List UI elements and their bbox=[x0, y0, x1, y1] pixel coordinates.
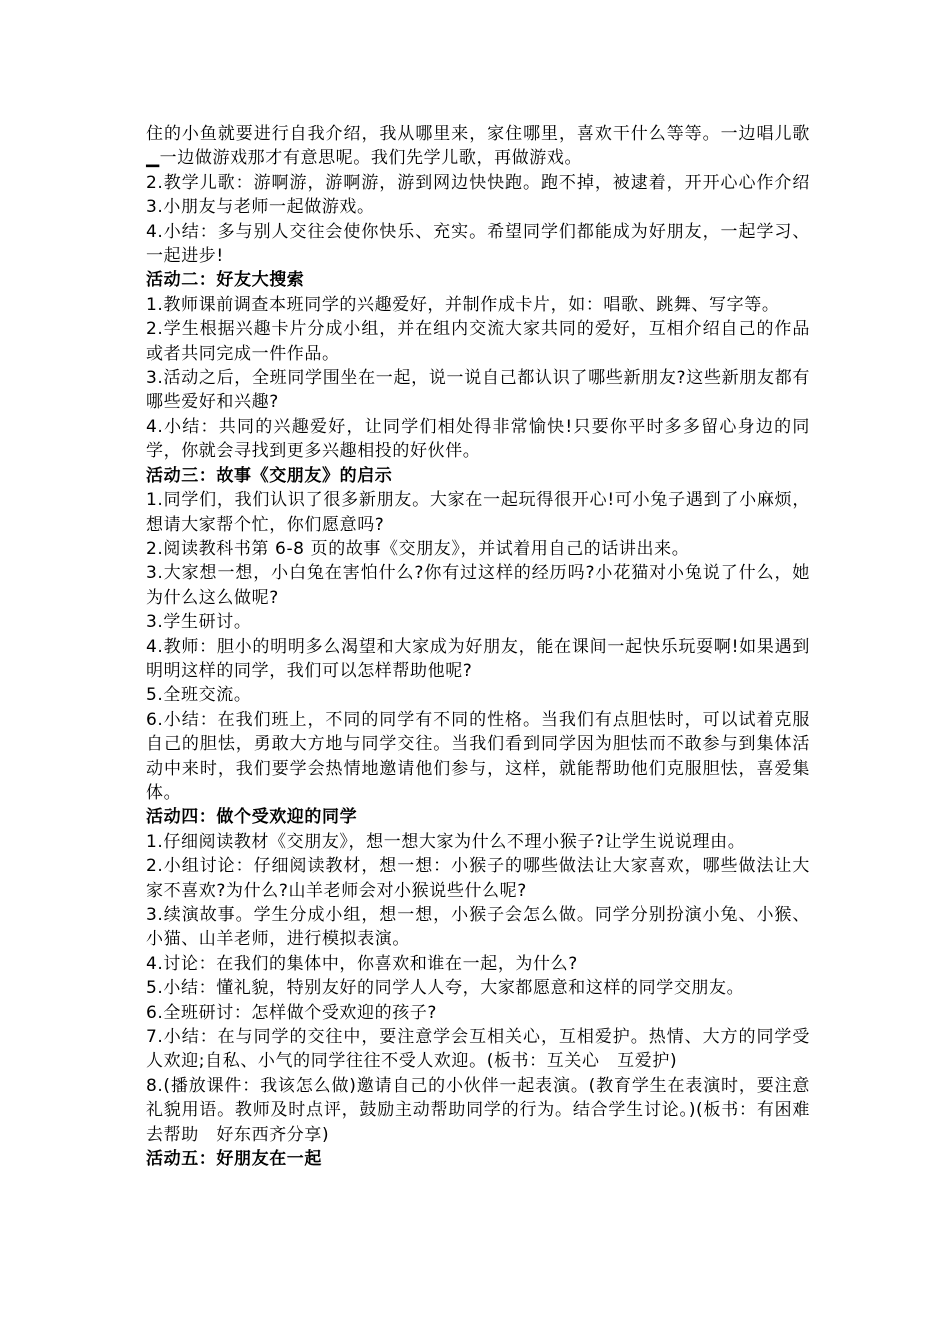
paragraph: 1.同学们，我们认识了很多新朋友。大家在一起玩得很开心!可小兔子遇到了小麻烦，想请大家帮个忙，你们愿意吗? bbox=[146, 490, 810, 535]
paragraph: 5.全班交流。 bbox=[146, 685, 252, 706]
paragraph: 4.小结：共同的兴趣爱好，让同学们相处得非常愉快!只要你平时多多留心身边的同学，你就会寻找到更多兴趣相投的好伙伴。 bbox=[146, 416, 810, 462]
section-heading: 活动二：好友大搜索 bbox=[146, 270, 305, 291]
paragraph: 3.续演故事。学生分成小组，想一想，小猴子会怎么做。同学分别扮演小兔、小猴、小猫、山羊老师，进行模拟表演。 bbox=[146, 905, 810, 950]
section-heading: 活动五：好朋友在一起 bbox=[146, 1149, 322, 1170]
paragraph: 住的小鱼就要进行自我介绍，我从哪里来，家住哪里，喜欢干什么等等。一边唱儿歌▁一边做游戏那才有意思呢。我们先学儿歌，再做游戏。 bbox=[146, 124, 810, 169]
paragraph: 8.(播放课件：我该怎么做)邀请自己的小伙伴一起表演。(教育学生在表演时，要注意礼貌用语。教师及时点评，鼓励主动帮助同学的行为。结合学生讨论。)(板书：有困难去帮助 好东西齐分享) bbox=[146, 1075, 810, 1145]
paragraph: 2.阅读教科书第 6-8 页的故事《交朋友》，并试着用自己的话讲出来。 bbox=[146, 538, 690, 559]
paragraph: 5.小结：懂礼貌，特别友好的同学人人夸，大家都愿意和这样的同学交朋友。 bbox=[146, 978, 745, 999]
document-body bbox=[146, 122, 810, 1171]
paragraph: 4.小结：多与别人交往会使你快乐、充实。希望同学们都能成为好朋友，一起学习、一起进步! bbox=[146, 221, 810, 267]
paragraph: 1.教师课前调查本班同学的兴趣爱好，并制作成卡片，如：唱歌、跳舞、写字等。 bbox=[146, 294, 780, 315]
paragraph: 3.大家想一想，小白兔在害怕什么?你有过这样的经历吗?小花猫对小兔说了什么，她为什么这么做呢? bbox=[146, 563, 810, 608]
paragraph: 4.讨论：在我们的集体中，你喜欢和谁在一起，为什么? bbox=[146, 953, 578, 974]
paragraph: 6.全班研讨：怎样做个受欢迎的孩子? bbox=[146, 1002, 438, 1023]
paragraph: 3.学生研讨。 bbox=[146, 612, 252, 633]
section-heading: 活动四：做个受欢迎的同学 bbox=[146, 807, 358, 828]
section-heading: 活动三：故事《交朋友》的启示 bbox=[146, 465, 393, 486]
paragraph: 4.教师：胆小的明明多么渴望和大家成为好朋友，能在课间一起快乐玩耍啊!如果遇到明明这样的同学，我们可以怎样帮助他呢? bbox=[146, 636, 810, 681]
paragraph: 2.学生根据兴趣卡片分成小组，并在组内交流大家共同的爱好，互相介绍自己的作品或者共同完成一件作品。 bbox=[146, 319, 810, 364]
paragraph: 3.活动之后，全班同学围坐在一起，说一说自己都认识了哪些新朋友?这些新朋友都有哪些爱好和兴趣? bbox=[146, 368, 810, 413]
paragraph: 7.小结：在与同学的交往中，要注意学会互相关心，互相爱护。热情、大方的同学受人欢迎;自私、小气的同学往往不受人欢迎。(板书：互关心 互爱护) bbox=[146, 1027, 810, 1072]
paragraph: 2.教学儿歌：游啊游，游啊游，游到网边快快跑。跑不掉，被逮着，开开心心作介绍 3.小朋友与老师一起做游戏。 bbox=[146, 172, 810, 218]
paragraph: 6.小结：在我们班上，不同的同学有不同的性格。当我们有点胆怯时，可以试着克服自己的胆怯，勇敢大方地与同学交往。当我们看到同学因为胆怯而不敢参与到集体活动中来时，我们要学会热情地邀请他们参与，这样，就能帮助他们克服胆怯，喜爱集体。 bbox=[146, 709, 810, 803]
paragraph: 2.小组讨论：仔细阅读教材，想一想：小猴子的哪些做法让大家喜欢，哪些做法让大家不喜欢?为什么?山羊老师会对小猴说些什么呢? bbox=[146, 856, 810, 901]
paragraph: 1.仔细阅读教材《交朋友》，想一想大家为什么不理小猴子?让学生说说理由。 bbox=[146, 831, 746, 852]
